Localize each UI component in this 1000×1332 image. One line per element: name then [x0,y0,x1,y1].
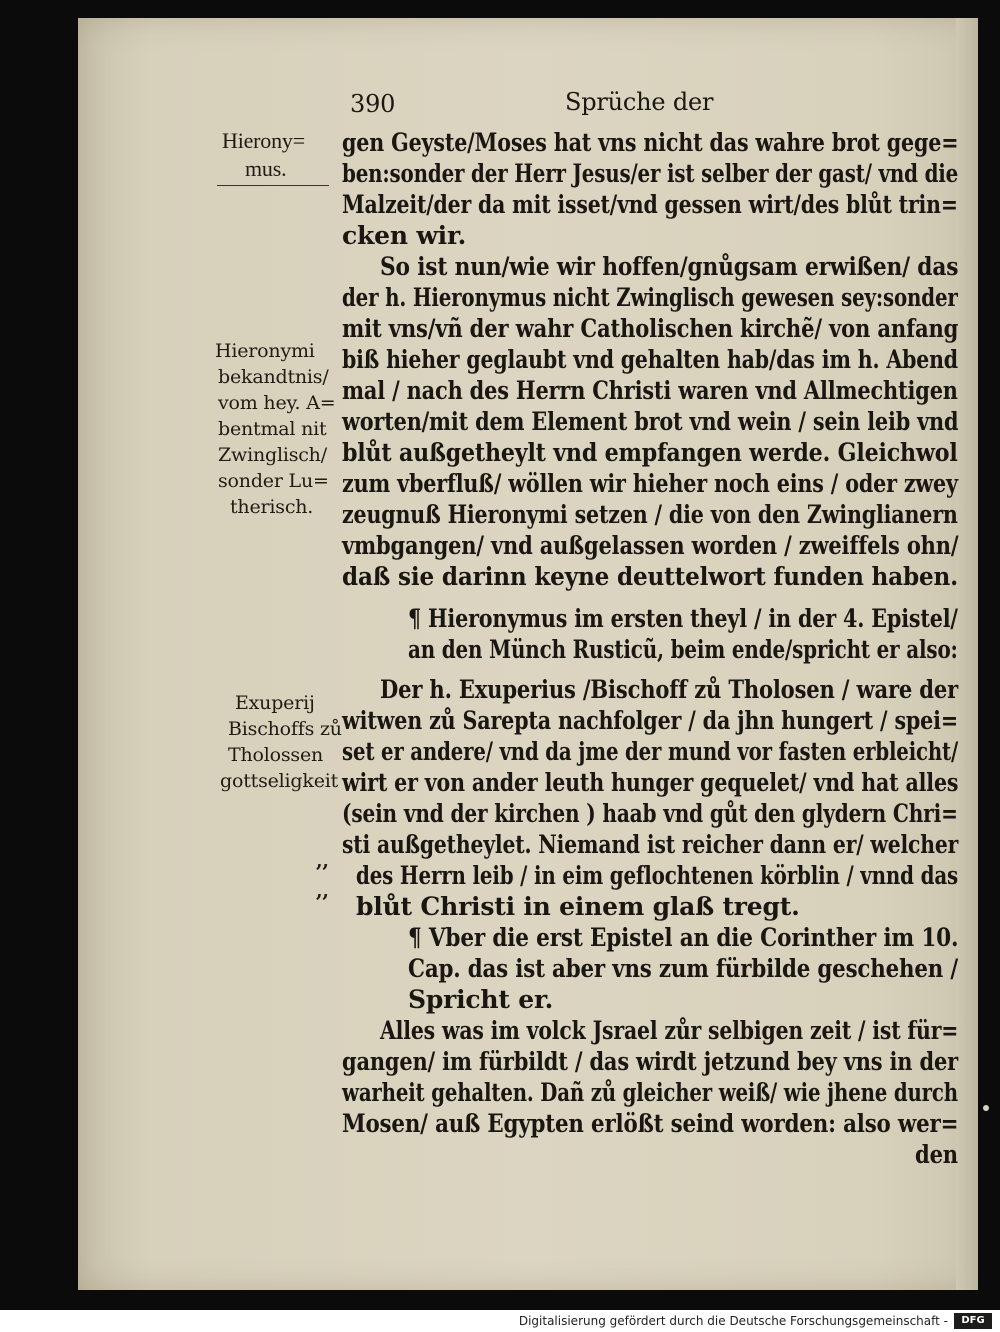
body-line: zeugnuß Hieronymi setzen / die von den Zwinglianern [342,500,958,529]
margin-note: bekandtnis/ [218,366,329,388]
body-line: witwen zů Sarepta nachfolger / da jhn hungert / spei= [342,706,958,735]
margin-note: bentmal nit [218,418,327,440]
body-line: blůt Christi in einem glaß tregt. [356,892,800,921]
body-line: cken wir. [342,221,467,250]
quote-mark: ,, [316,880,329,902]
body-line: daß sie darinn keyne deuttelwort funden haben. [342,562,958,591]
body-line: an den Münch Rusticũ, beim ende/spricht er also: [408,635,958,664]
body-line: blůt außgetheylt vnd empfangen werde. Gleichwol [342,438,958,467]
body-line: Malzeit/der da mit isset/vnd gessen wirt/des blůt trin= [342,190,958,219]
body-line: ¶ Hieronymus im ersten theyl / in der 4. Epistel/ [408,604,958,633]
body-line: gen Geyste/Moses hat vns nicht das wahre brot gege= [342,128,959,157]
margin-note: mus. [245,156,287,181]
body-line: vmbgangen/ vnd außgelassen worden / zweiffels ohn/ [342,531,959,560]
body-line: zum vberfluß/ wöllen wir hieher noch eins / oder zwey [342,469,958,498]
body-line: Spricht er. [408,985,554,1014]
dfg-logo: DFG [954,1313,992,1329]
body-line: mit vns/vñ der wahr Catholischen kirchẽ/ von anfang [342,314,959,343]
body-line: ¶ Vber die erst Epistel an die Corinther im 10. [408,923,959,952]
margin-note: Hieronymi [215,340,315,362]
margin-note: therisch. [230,496,314,518]
page-edge [956,18,978,1290]
edge-dot [983,1105,989,1111]
page-number: 390 [350,90,396,118]
catchword: den [915,1140,958,1169]
margin-note: Zwinglisch/ [218,444,327,466]
body-line: ben:sonder der Herr Jesus/er ist selber der gast/ vnd die [342,159,959,188]
body-line: des Herrn leib / in eim geflochtenen körblin / vnnd das [356,861,959,890]
body-line: sti außgetheylet. Niemand ist reicher dann er/ welcher [342,830,959,859]
body-line: Mosen/ auß Egypten erlößt seind worden: also wer= [342,1109,959,1138]
body-line: worten/mit dem Element brot vnd wein / sein leib vnd [342,407,959,436]
body-line: warheit gehalten. Dañ zů gleicher weiß/ wie jhene durch [342,1078,958,1107]
body-line: So ist nun/wie wir hoffen/gnůgsam erwißen/ das [380,252,959,281]
body-line: Alles was im volck Jsrael zůr selbigen zeit / ist für= [380,1016,959,1045]
body-line: biß hieher geglaubt vnd gehalten hab/das im h. Abend [342,345,958,374]
margin-note: sonder Lu= [218,470,329,492]
body-line: gangen/ im fürbildt / das wirdt jetzund bey vns in der [342,1047,958,1076]
footer-bar [0,1310,1000,1332]
body-line: set er andere/ vnd da jme der mund vor fasten erbleicht/ [342,737,959,766]
margin-note: vom hey. A= [218,392,336,414]
body-line: Cap. das ist aber vns zum fürbilde geschehen / [408,954,959,983]
quote-mark: ,, [316,850,329,872]
body-line: wirt er von ander leuth hunger gequelet/ vnd hat alles [342,768,959,797]
body-line: (sein vnd der kirchen ) haab vnd gůt den glydern Chri= [342,799,958,828]
running-title: Sprüche der [565,88,714,116]
body-line: der h. Hieronymus nicht Zwinglisch gewesen sey:sonder [342,283,958,312]
margin-note: Tholossen [228,744,324,766]
margin-note: Bischoffs zů [228,718,342,740]
margin-note: gottseligkeit [220,770,339,792]
margin-note: Exuperij [235,692,315,714]
margin-note: Hierony= [222,128,305,153]
body-line: Der h. Exuperius /Bischoff zů Tholosen / ware der [380,675,958,704]
margin-rule [217,185,329,186]
body-line: mal / nach des Herrn Christi waren vnd Allmechtigen [342,376,958,405]
footer-credit: Digitalisierung gefördert durch die Deutsche Forschungsgemeinschaft - [518,1314,948,1328]
